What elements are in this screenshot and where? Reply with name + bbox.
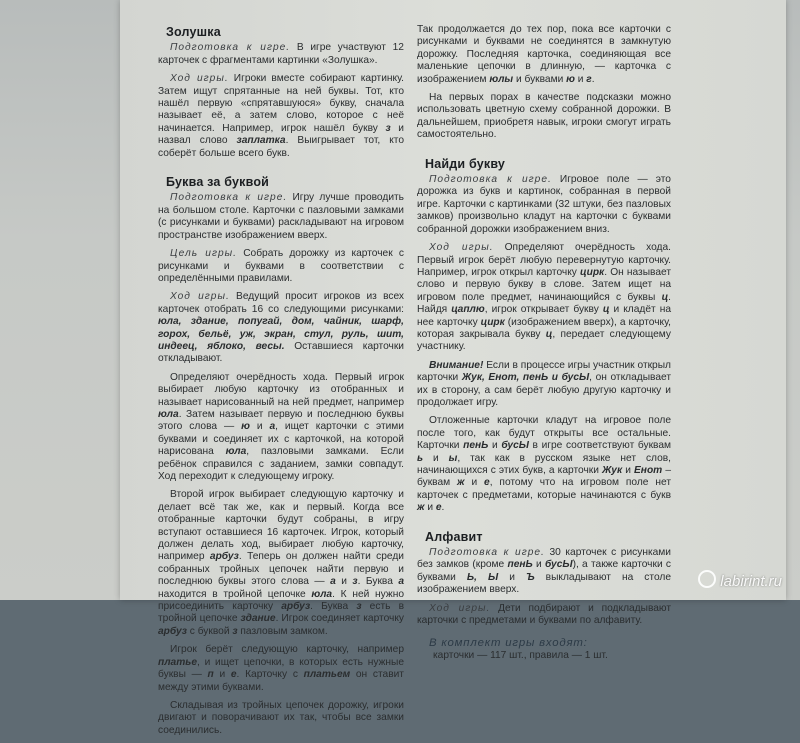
section-title-bukva-za-bukvoy: Буква за буквой xyxy=(166,175,270,190)
paragraph: Подготовка к игре. Игру лучше проводить на большом столе. Карточки с пазловыми замками (с рисунками и буквами) раскладывают на игровом пространстве изображением вверх. xyxy=(158,192,404,241)
paragraph: На первых порах в качестве подсказки можно использовать цветную схему собранной дорожки. В дальнейшем, приобретя навык, игроки смогут играть самостоятельно. xyxy=(417,92,671,141)
paragraph: Так продолжается до тех пор, пока все карточки с рисунками и буквами не соединятся в замкнутую дорожку. Последняя карточка, соединяющая все маленькие цепочки в длинную, — карточка с изображением юлы и буквами ю и г. xyxy=(417,24,671,85)
kit-contents xyxy=(417,637,671,662)
paragraph: Подготовка к игре. Игровое поле — это дорожка из букв и картинок, собранная в первой игре. Карточки с картинками (32 штуки, без пазловых замков) произвольно кладут на карточки с буквами собранной дорожки изображением вниз. xyxy=(417,174,671,235)
watermark: labirint.ru xyxy=(698,570,782,590)
paragraph: Подготовка к игре. 30 карточек с рисунками без замков (кроме пенЬ и бусЫ), а также карточки с буквами Ь, Ы и Ъ выкладывают на столе изображением вверх. xyxy=(417,547,672,596)
paragraph: Отложенные карточки кладут на игровое поле после того, как будут открыты все остальные. Карточки пенЬ и бусЫ в игре соответствуют буквам ь и ы, так как в русском языке нет слов, начинающихся с этих букв, а карточки Жук и Енот – буквам ж и е, потому что на игровом поле нет карточек с предметами, которые начинаются с букв ж и е. xyxy=(417,415,672,514)
paragraph: Складывая из тройных цепочек дорожку, игроки двигают и поворачивают их так, чтобы все замки соединились. xyxy=(158,699,404,736)
kit-heading: В комплект игры входят: xyxy=(429,637,588,650)
attention-paragraph: Внимание! Если в процессе игры участник открыл карточки Жук, Енот, пенЬ и бусЫ, он откладывает их в сторону, а сам берёт любую другую карточку и продолжает игру. xyxy=(417,359,671,408)
right-column xyxy=(417,24,671,662)
paragraph: Ход игры. Ведущий просит игроков из всех карточек отобрать 16 со следующими рисунками: юла, здание, попугай, дом, чайник, шарф, горох, бельё, уж, экран, стул, руль, шит, индеец, яблоко, весы. Оставшиеся карточки откладывают. xyxy=(158,291,404,365)
paragraph: Второй игрок выбирает следующую карточку и делает всё так же, как и первый. Когда все отобранные карточки будут собраны, в игру вступают оставшиеся 16 карточек. Игрок, который должен делать ход, выбирает любую карточку, например арбуз. Теперь он должен найти среди собранных тройных цепочек найти первую и последнюю буквы этого слова — а и з. Буква а находится в тройной цепочке юла. К ней нужно присоединить карточку арбуз. Буква з есть в тройной цепочке здание. Игрок соединяет карточку арбуз с буквой з пазловым замком. xyxy=(158,489,405,637)
paragraph: Ход игры. Определяют очерёдность хода. Первый игрок берёт любую перевернутую карточку. Например, игрок открыл карточку цирк. Он называет слово и первую букву в слове. Затем ищет на игровом поле предмет, начинающийся с буквы ц. Найдя цаплю, игрок открывает букву ц и кладёт на нее карточку цирк (изображением вверх), а карточку, которая закрывала букву ц, передает следующему участнику. xyxy=(417,242,672,353)
labirint-logo-icon xyxy=(698,570,716,588)
paragraph: Ход игры. Игроки вместе собирают картинку. Затем ищут спрятанные на ней буквы. Тот, кто нашёл первую «спрятавшуюся» букву, сначала называет её, а затем слово, которое с неё начинается. Например, игрок нашёл букву з и назвал слово заплатка. Выигрывает тот, кто соберёт больше всего букв. xyxy=(158,73,405,159)
paragraph: Цель игры. Собрать дорожку из карточек с рисунками и буквами в соответствии с определёнными правилами. xyxy=(158,248,404,284)
section-title-naydi-bukvu: Найди букву xyxy=(425,156,506,171)
paragraph: Подготовка к игре. В игре участвуют 12 карточек с фрагментами картинки «Золушка». xyxy=(158,42,404,66)
paragraph: Ход игры. Дети подбирают и подкладывают карточки с предметами и буквами по алфавиту. xyxy=(417,602,671,627)
kit-line: карточки — 117 шт., правила — 1 шт. xyxy=(433,649,608,661)
section-title-zolushka: Золушка xyxy=(166,25,221,39)
paragraph: Игрок берёт следующую карточку, например платье, и ищет цепочки, в которых есть нужные буквы — п и е. Карточку с платьем он ставит между этими буквами. xyxy=(158,644,404,693)
paragraph: Определяют очерёдность хода. Первый игрок выбирает любую карточку из отобранных и называет нарисованный на ней предмет, например юла. Затем называет первую и последнюю буквы этого слова — ю и а, ищет карточки с этими буквами и соединяет их с карточкой, на которой нарисована юла, пазловыми замками. Если ребёнок справился с заданием, замки совпадут. Ход переходит к следующему игроку. xyxy=(158,371,404,482)
left-column xyxy=(158,24,404,743)
section-title-alfavit: Алфавит xyxy=(425,529,483,544)
